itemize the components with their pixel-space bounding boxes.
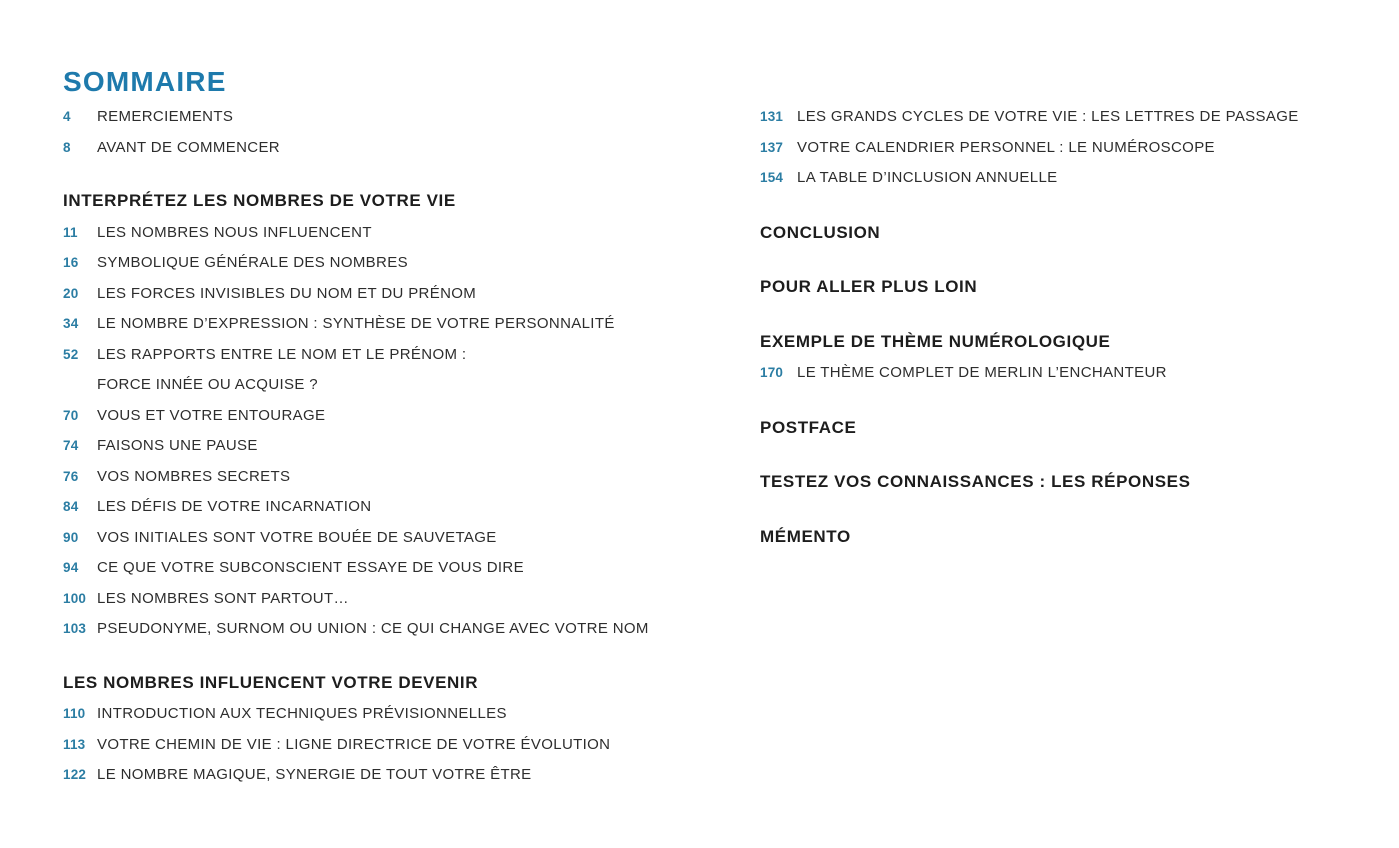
toc-entry	[760, 102, 1370, 133]
toc-entry	[63, 279, 733, 310]
toc-entry-page-number: 20	[63, 285, 79, 301]
toc-entry-continuation	[63, 370, 733, 401]
toc-entry-label: VOTRE CALENDRIER PERSONNEL : LE NUMÉROSCOPE	[797, 138, 1215, 156]
toc-entry-label: AVANT DE COMMENCER	[97, 138, 280, 156]
toc-entry	[63, 431, 733, 462]
toc-entry	[63, 523, 733, 554]
toc-entry	[760, 133, 1370, 164]
toc-entry-label: SYMBOLIQUE GÉNÉRALE DES NOMBRES	[97, 254, 408, 271]
toc-entry-label: LES FORCES INVISIBLES DU NOM ET DU PRÉNOM	[97, 284, 477, 302]
toc-entry-page-number: 70	[63, 407, 79, 423]
toc-entry-label: REMERCIEMENTS	[97, 108, 234, 125]
toc-entry-page-number: 100	[63, 590, 87, 606]
toc-section-header: EXEMPLE DE THÈME NUMÉROLOGIQUE	[760, 331, 1111, 351]
toc-entry	[63, 584, 733, 615]
toc-entry	[63, 492, 733, 523]
toc-entry	[63, 133, 733, 164]
toc-entry-label: VOS NOMBRES SECRETS	[97, 467, 291, 485]
toc-entry-page-number: 34	[63, 316, 79, 331]
toc-entry	[63, 218, 733, 249]
toc-entry-page-number: 90	[63, 529, 79, 545]
toc-entry	[760, 163, 1370, 194]
toc-entry-label: LES DÉFIS DE VOTRE INCARNATION	[97, 498, 372, 515]
toc-entry	[63, 401, 733, 432]
toc-entry-label: VOUS ET VOTRE ENTOURAGE	[97, 406, 326, 424]
page-title: SOMMAIRE	[63, 66, 227, 97]
toc-entry-page-number: 131	[760, 109, 784, 124]
toc-entry	[63, 340, 733, 371]
toc-entry-page-number: 16	[63, 255, 79, 270]
toc-entry	[63, 248, 733, 279]
toc-entry-group	[63, 218, 733, 645]
toc-entry-label: PSEUDONYME, SURNOM OU UNION : CE QUI CHANGE AVEC VOTRE NOM	[97, 620, 649, 637]
toc-entry-label: LES RAPPORTS ENTRE LE NOM ET LE PRÉNOM :	[97, 345, 467, 363]
toc-entry-label: VOTRE CHEMIN DE VIE : LIGNE DIRECTRICE DE VOTRE ÉVOLUTION	[97, 735, 611, 753]
toc-entry	[63, 699, 733, 730]
toc-entry-label: LA TABLE D’INCLUSION ANNUELLE	[797, 169, 1058, 186]
toc-section-header: POUR ALLER PLUS LOIN	[760, 277, 978, 296]
toc-entry-page-number: 154	[760, 170, 784, 185]
toc-entry-page-number: 103	[63, 621, 87, 636]
toc-section-header: MÉMENTO	[760, 526, 851, 546]
toc-entry-page-number: 84	[63, 499, 79, 514]
toc-entry	[63, 309, 733, 340]
toc-entry-label-continuation: FORCE INNÉE OU ACQUISE ?	[97, 376, 318, 393]
toc-entry-page-number: 76	[63, 468, 79, 484]
toc-entry-page-number: 8	[63, 139, 71, 155]
toc-entry-label: LE NOMBRE D’EXPRESSION : SYNTHÈSE DE VOTRE PERSONNALITÉ	[97, 315, 615, 332]
toc-entry-label: LES NOMBRES SONT PARTOUT…	[97, 589, 349, 607]
toc-section-header: POSTFACE	[760, 417, 857, 437]
toc-entry-page-number: 4	[63, 109, 71, 124]
toc-column-right	[760, 0, 1370, 552]
toc-section-header: INTERPRÉTEZ LES NOMBRES DE VOTRE VIE	[63, 191, 456, 210]
toc-entry-page-number: 94	[63, 560, 79, 575]
toc-entry	[63, 614, 733, 645]
toc-entry-page-number: 110	[63, 706, 86, 721]
toc-column-left	[63, 0, 733, 791]
toc-entry-label: INTRODUCTION AUX TECHNIQUES PRÉVISIONNELLES	[97, 705, 507, 722]
toc-entry-label: VOS INITIALES SONT VOTRE BOUÉE DE SAUVETAGE	[97, 528, 497, 546]
toc-entry-page-number: 74	[63, 438, 79, 453]
toc-entry-label: FAISONS UNE PAUSE	[97, 437, 258, 454]
toc-entry-label: LES NOMBRES NOUS INFLUENCENT	[97, 223, 372, 241]
toc-entry-group	[760, 358, 1370, 389]
toc-entry	[63, 730, 733, 761]
toc-entry	[63, 553, 733, 584]
toc-entry-group	[63, 699, 733, 791]
toc-entry	[63, 102, 733, 133]
toc-entry-group	[63, 102, 733, 163]
toc-entry-page-number: 170	[760, 365, 784, 380]
toc-entry	[63, 462, 733, 493]
toc-entry-label: LES GRANDS CYCLES DE VOTRE VIE : LES LETTRES DE PASSAGE	[797, 108, 1299, 125]
toc-entry-label: LE NOMBRE MAGIQUE, SYNERGIE DE TOUT VOTRE ÊTRE	[97, 766, 532, 783]
toc-entry-page-number: 113	[63, 736, 86, 752]
toc-entry-page-number: 11	[63, 224, 78, 240]
toc-entry-page-number: 137	[760, 139, 784, 155]
toc-entry-label: LE THÈME COMPLET DE MERLIN L’ENCHANTEUR	[797, 364, 1167, 381]
toc-section-header: TESTEZ VOS CONNAISSANCES : LES RÉPONSES	[760, 472, 1191, 491]
toc-entry-group	[760, 102, 1370, 194]
toc-section-header: LES NOMBRES INFLUENCENT VOTRE DEVENIR	[63, 672, 479, 692]
toc-section-header: CONCLUSION	[760, 222, 881, 242]
toc-entry-page-number: 52	[63, 346, 79, 362]
toc-entry-page-number: 122	[63, 767, 87, 782]
toc-entry	[760, 358, 1370, 389]
toc-entry	[63, 760, 733, 791]
toc-entry-label: CE QUE VOTRE SUBCONSCIENT ESSAYE DE VOUS DIRE	[97, 559, 524, 576]
